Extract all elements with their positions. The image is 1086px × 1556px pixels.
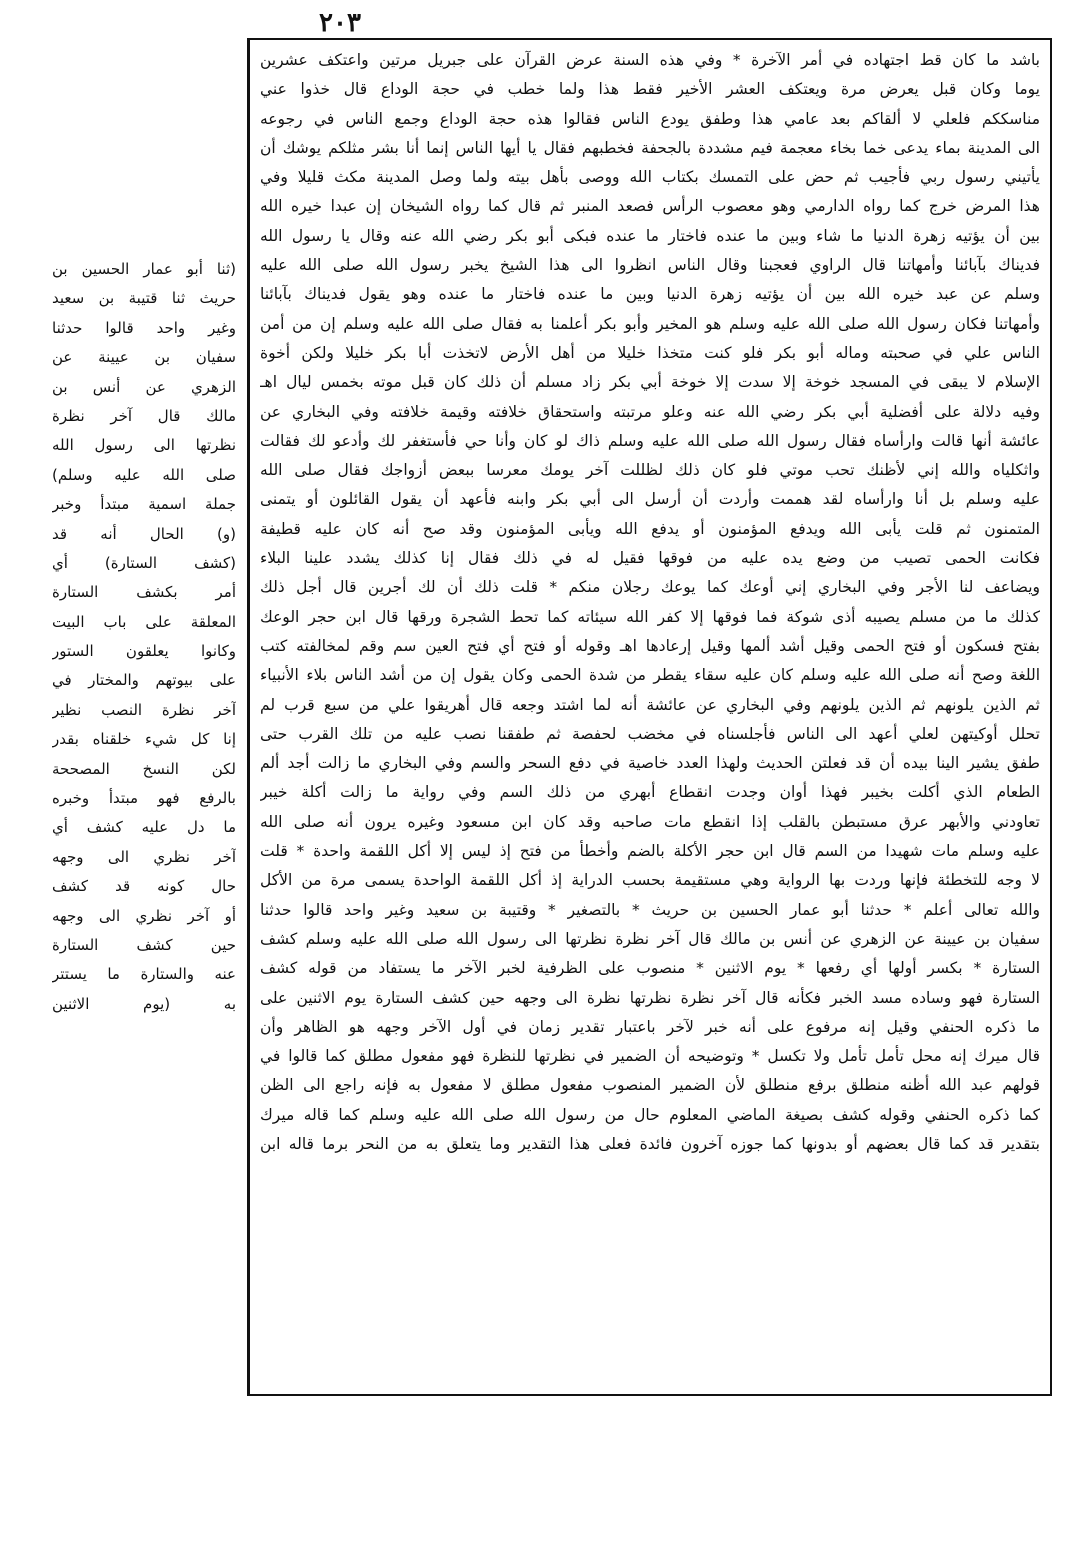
- main-text-line: كما ذكره الحنفي وقوله كشف بصيغة الماضي المعلوم حال من رسول الله صلى الله عليه وسلم كما قاله ميرك: [260, 1105, 1040, 1124]
- main-text-line: يأتيني رسول ربي فأجيب ثم حض على التمسك بكتاب الله ووصى بأهل بيته ولما وصل المدينة مكث قليلا وفي: [260, 168, 1040, 187]
- main-text-line: مناسككم فلعلي لا ألقاكم بعد عامي هذا وطفق يودع الناس فقالوا هذه حجة الوداع وجمع الناس في رجوعه: [260, 109, 1040, 128]
- margin-text-line: حريث ثنا قتيبة بن سعيد: [52, 289, 236, 308]
- main-text-line: باشد ما كان قط اجتهاده في أمر الآخرة * وفي هذه السنة عرض القرآن على جبريل مرتين واعتكف عشرين: [260, 51, 1040, 69]
- main-text-line: ثم الذين يلونهم ثم الذين يلونهم وفي البخاري عن عائشة أنه لما اشتد وجعه قال أهريقوا علي من سبع قرب لم: [260, 695, 1040, 714]
- margin-text-line: الزهري عن أنس بن: [52, 377, 236, 396]
- main-text-line: ما ذكره الحنفي وقيل إنه مرفوع على أنه خبر لآخر باعتبار تقدير زمان في أول الآخر وجهه هو الظاهر وأن: [260, 1017, 1040, 1036]
- main-text-line: الطعام الذي أكلت بخيبر فهذا أوان وجدت انقطاع أبهري من ذلك السم وفي رواية ما زالت أكلة خيبر: [260, 783, 1040, 802]
- main-text-line: عليه وسلم مات شهيدا من السم قال ابن حجر الأكلة بالضم وأخطأ من فتح إذ ليس إلا أكل اللقمة واحدة * قلت: [260, 842, 1040, 861]
- main-text-line: تحلل أوكيتهن لعلي أعهد الى الناس فأجلسناه في مخضب لحفصة ثم طفقنا نصب عليه من تلك القرب حتى: [260, 724, 1040, 743]
- margin-commentary: [52, 255, 236, 1019]
- main-text-line: لا وجه للتخطئة فإنها وردت بها الرواية وهي مستقيمة بحسب الدراية إذ أكل اللقمة الواحدة يسمى مرة من الأكل: [260, 871, 1040, 890]
- main-text-line: الإسلام لا يبقى في المسجد خوخة إلا سدت إلا خوخة أبي بكر زاد مسلم أن ذلك كان قبل موته بخمس ليال اهـ: [260, 373, 1040, 392]
- margin-text-line: حال كونه قد كشف: [52, 877, 236, 896]
- main-text-line: عائشة أنها قالت وارأساه فقال رسول الله صلى الله عليه وسلم ذاك لو كان وأنا حي فأستغفر لك وأدعو لك فقالت: [260, 431, 1040, 450]
- main-text-line: اللغة وصح أنه صلى الله عليه وسلم كان عليه سقاء يقطر من شدة الحمى وكان يقول إن من أشد الناس بلاء الأنبياء: [260, 666, 1040, 685]
- margin-text-line: (و) الحال أنه قد: [52, 524, 236, 543]
- main-text-line: هذا المرض خرج كما رواه الدارمي وهو معصوب الرأس فصعد المنبر ثم قال كما رواه الشيخان إن عبدا خيره الله: [260, 197, 1040, 216]
- margin-text-line: وغير واحد قالوا حدثنا: [52, 318, 236, 337]
- margin-text-line: (ثنا أبو عمار الحسين بن: [52, 260, 236, 278]
- main-text-line: بتقدير قد كما قال بعضهم أو بدونها كما جوزه آخرون فائدة فعلى هذا التقدير وما يتعلق به من النحر برما قاله ابن: [260, 1134, 1040, 1153]
- main-text-line: قولهم عبد الله أظنه منطلق برفع منطلق لأن الضمير المنصوب مفعول مطلق لا مفعول به فإنه راجع الى الظن: [260, 1076, 1040, 1095]
- margin-text-line: وكانوا يعلقون الستور: [52, 642, 236, 661]
- main-text-line: الستارة فهو وساده مسد الخبر فكأنه قال آخر نظرة نظرتها نظرة الى وجهه حين كشف الستارة يوم الاثنين على: [260, 988, 1040, 1007]
- main-text-line: فكانت الحمى تصيب من وضع يده عليه من فوقها فقيل له في ذلك فقال إنا كذلك يشدد علينا البلاء: [260, 549, 1040, 568]
- main-text-line: والله تعالى أعلم * حدثنا أبو عمار الحسين بن حريث * بالتصغير * وقتيبة بن سعيد وغير واحد قالوا حدثنا: [260, 900, 1040, 919]
- margin-text-line: أمر بكشف الستارة: [52, 583, 236, 602]
- margin-text-line: (كشف الستارة) أي: [52, 553, 236, 572]
- margin-text-line: حين كشف الستارة: [52, 935, 236, 954]
- margin-text-line: مالك قال آخر نظرة: [52, 406, 236, 425]
- main-text-line: الستارة * بكسر أولها أي رفعها * يوم الاثنين * منصوب على الظرفية لخبر الآخر ما يستفاد من قوله كشف: [260, 959, 1040, 978]
- margin-text-line: بالرفع فهو مبتدأ وخبره: [52, 789, 236, 808]
- main-text-line: ويضاعف لنا الأجر وفي البخاري إني أوعك كما يوعك رجلان منكم * قلت ذلك أن لك أجرين قال أجل ذلك: [260, 578, 1040, 597]
- main-text-line: بفتح فسكون أو فتح الحمى وقيل أشد ألمها وقيل إرعادها اهـ وقوله أو فتح أي فتح العين سم وقم لمخالفته كتب: [260, 636, 1040, 655]
- margin-text-line: جملة اسمية مبتدأ وخبر: [52, 495, 236, 514]
- margin-text-line: أو آخر نظري الى وجهه: [52, 906, 236, 925]
- main-text-line: طفق يشير الينا بيده أن قد فعلتن الحديث ولهذا العدد خاصية في دفع السحر والسم وفي البخاري ما زالت أجد ألم: [260, 754, 1040, 773]
- margin-text-line: على بيوتهم والمختار في: [52, 671, 236, 690]
- main-text-line: الى المدينة بماء يدعى خما بخاء معجمة فيم مشددة بالجحفة فخطبهم فقال يا أيها الناس إنما أنا بشر مثلكم يوشك أن: [260, 138, 1040, 157]
- main-text-line: الناس علي في صحبته وماله أبو بكر فلو كنت متخذا خليلا من أهل الأرض لاتخذت أبا بكر خليلا ولكن أخوة: [260, 343, 1040, 362]
- margin-text-line: لكن النسخ المصححة: [52, 759, 236, 778]
- margin-text-line: المعلقة على باب البيت: [52, 612, 236, 631]
- main-text-line: تعاودني والأبهر عرق مستبطن بالقلب إذا انقطع مات صاحبه وقد كان ابن مسعود وغيره يرون أنه صلى الله: [260, 812, 1040, 831]
- margin-text-line: عنه والستارة ما يستتر: [52, 965, 236, 984]
- main-text-frame: [247, 38, 1052, 1396]
- main-text-line: كذلك ما من مسلم يصيبه أذى شوكة فما فوقها إلا كفر الله سيئاته كما تحط الشجرة ورقها قال ابن حجر الوعك: [260, 607, 1040, 626]
- margin-text-line: صلى الله عليه وسلم): [52, 465, 236, 484]
- page-number: ٢٠٣: [319, 8, 361, 38]
- margin-text-line: ما دل عليه كشف أي: [52, 818, 236, 837]
- margin-text-line: به (يوم الاثنين: [52, 994, 236, 1013]
- main-text-line: وأمهاتنا فكان رسول الله صلى الله عليه وسلم هو المخير وأبو بكر أعلمنا به فقال صلى الله عليه وسلم إن من أمن: [260, 314, 1040, 333]
- main-text-line: المتمنون ثم قلت يأبى الله ويدفع المؤمنون أو يدفع الله ويأبى المؤمنون وقد صح أنه كان عليه قطيفة: [260, 519, 1040, 538]
- margin-text-line: إنا كل شيء خلقناه بقدر: [52, 730, 236, 749]
- main-text-line: واثكلياه والله إني لأظنك تحب موتي فلو كان ذلك لظللت آخر يومك معرسا ببعض أزواجك فقال صلى الله: [260, 461, 1040, 480]
- main-text-line: فديناك بآبائنا وأمهاتنا قال الراوي فعجبنا وقال الناس انظروا الى هذا الشيخ يخبر رسول الله صلى الله عليه: [260, 256, 1040, 275]
- main-text-line: يوما وكان قبل يعرض مرة ويعتكف العشر الأخير فقط هذا ولما خطب في حجة الوداع قال خذوا عني: [260, 80, 1040, 99]
- margin-text-line: آخر نظرة النصب نظير: [52, 700, 236, 719]
- main-text-line: وفيه دلالة على أفضلية أبي بكر رضي الله عنه وعلو مرتبته واستحقاق خلافته وقيمة خلافته وفي البخاري عن: [260, 402, 1040, 421]
- main-text-line: عليه وسلم بل أنا وارأساه لقد هممت وأردت أن أرسل الى أبي بكر وابنه فأعهد أن يقول القائلون أو يتمنى: [260, 490, 1040, 509]
- main-text-line: وسلم عن عبد خيره الله بين أن يؤتيه زهرة الدنيا وبين ما عنده فاختار ما عنده وهو يقول فديناك بآبائنا: [260, 285, 1040, 304]
- margin-text-line: نظرتها الى رسول الله: [52, 436, 236, 455]
- main-text-line: قال ميرك إنه محل تأمل تأمل ولا تكسل * وتوضيحه أن الضمير في نظرتها للنظرة فهو مفعول مطلق كما قالوا في: [260, 1047, 1040, 1066]
- main-text-line: سفيان بن عيينة عن الزهري عن أنس بن مالك قال آخر نظرة نظرتها الى رسول الله صلى الله عليه وسلم كشف: [260, 929, 1040, 948]
- main-text-line: بين أن يؤتيه زهرة الدنيا ما شاء وبين ما عنده فاختار ما عنده فبكى أبو بكر رضي الله عنه وقال يا رسول الله: [260, 226, 1040, 245]
- margin-text-line: سفيان بن عيينة عن: [52, 348, 236, 367]
- margin-text-line: آخر نظري الى وجهه: [52, 847, 236, 866]
